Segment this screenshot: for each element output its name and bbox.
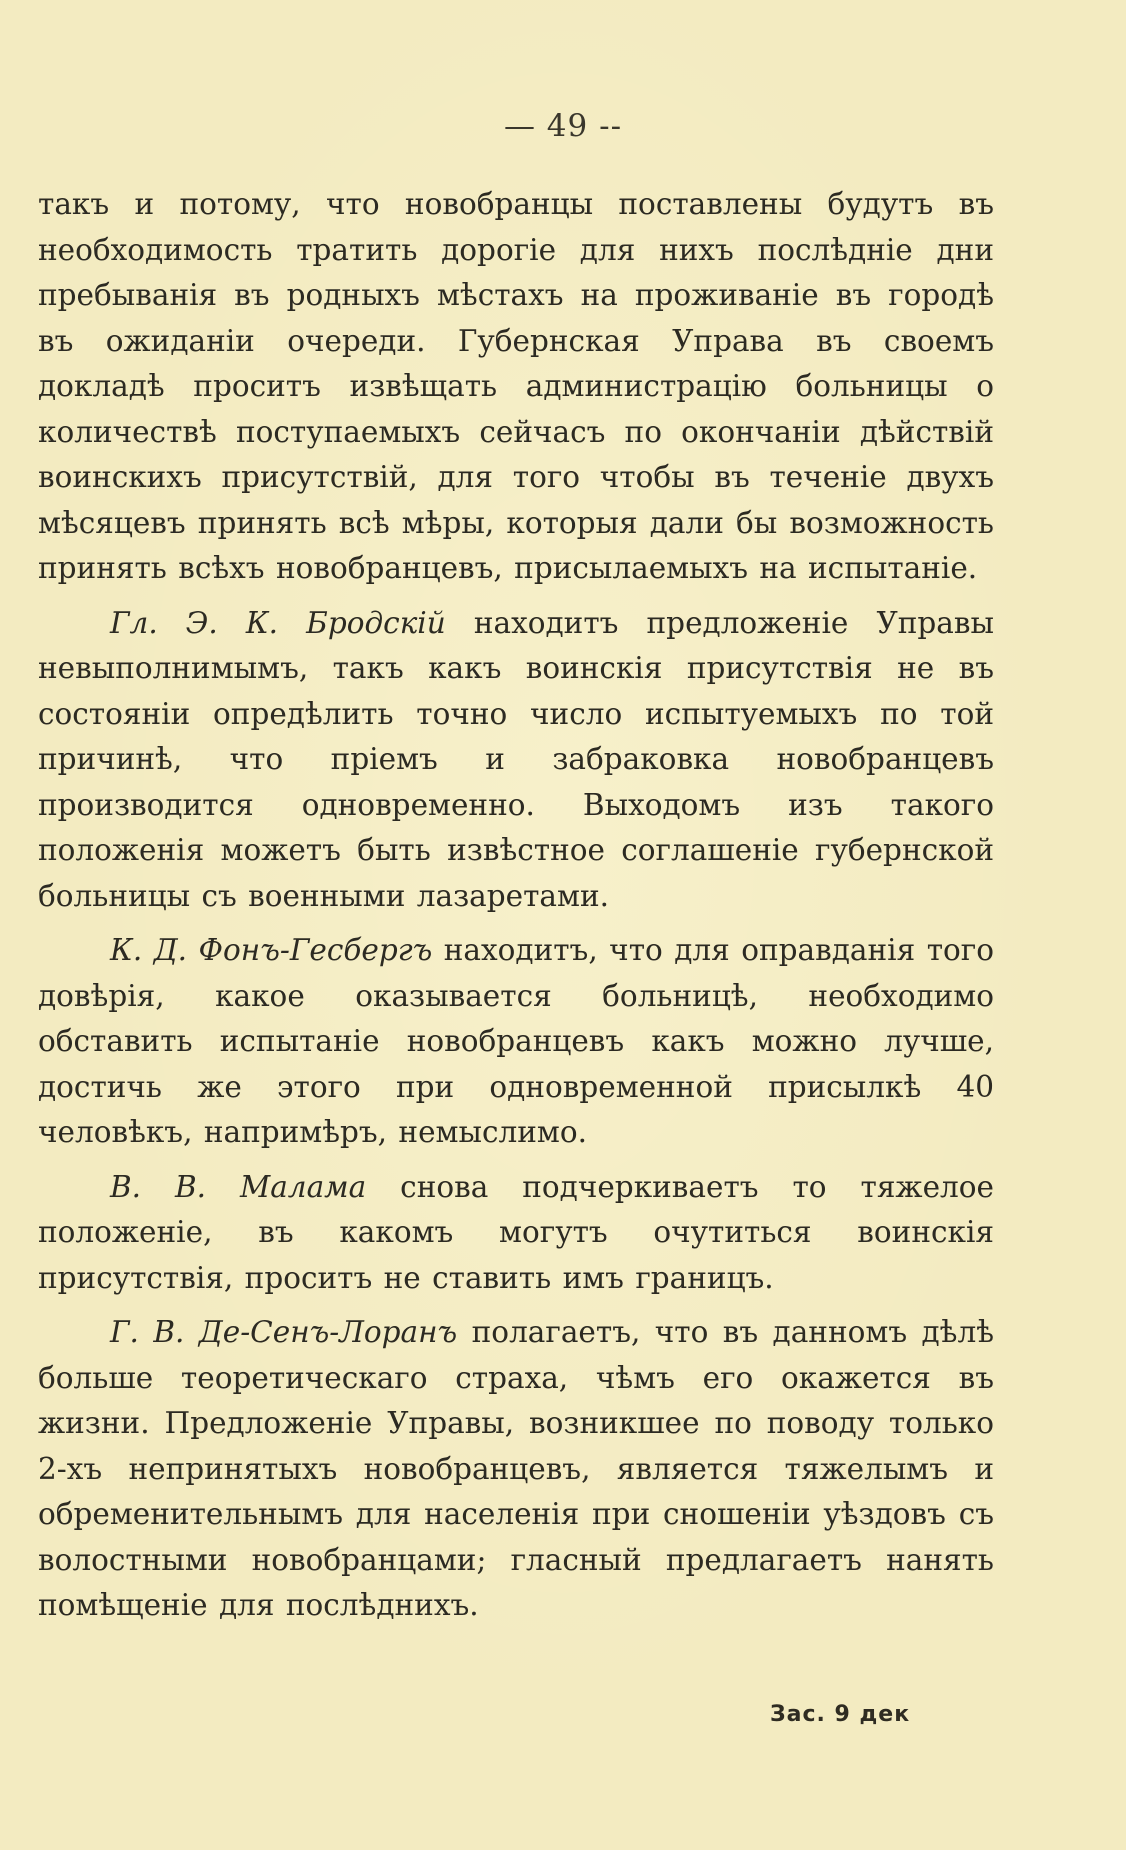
footer-signature: Зас. 9 дек [770, 1702, 911, 1727]
speaker-name: Гл. Э. К. Бродскій [110, 605, 446, 640]
paragraph-text: снова подчеркиваетъ то тяжелое положеніе, въ какомъ могутъ очутиться воинскія присутствія, проситъ не ставить имъ границъ. [38, 1169, 994, 1295]
paragraph-de-sen-loran [38, 1310, 994, 1629]
speaker-name: Г. В. Де-Сенъ-Лоранъ [110, 1315, 458, 1349]
text-body [38, 182, 994, 1638]
paragraph-gesberg [38, 928, 994, 1156]
speaker-name: В. В. Малама [110, 1169, 367, 1204]
paragraph-malama [38, 1165, 994, 1302]
paragraph-text: такъ и потому, что новобранцы поставлены будутъ въ необходимость тратить дорогіе для нихъ послѣдніе дни пребыванія въ родныхъ мѣстахъ на проживаніе въ городѣ въ ожиданіи очереди. Губернская Управа въ своемъ докладѣ проситъ извѣщать администрацію больницы о количествѣ поступаемыхъ сейчасъ по окончаніи дѣйствій воинскихъ присутствій, для того чтобы въ теченіе двухъ мѣсяцевъ принять всѣ мѣры, которыя дали бы возможность принять всѣхъ новобранцевъ, присылаемыхъ на испытаніе. [38, 187, 994, 585]
paragraph-brodsky [38, 601, 994, 920]
paragraph-continuation [38, 182, 994, 592]
paragraph-text: находитъ, что для оправданія того довѣрія, какое оказывается больницѣ, необходимо обставить испытаніе новобранцевъ какъ можно лучше, достичь же этого при одновременной присылкѣ 40 человѣкъ, напримѣръ, немыслимо. [38, 933, 994, 1149]
paragraph-text: полагаетъ, что въ данномъ дѣлѣ больше теоретическаго страха, чѣмъ его окажется въ жизни. Предложеніе Управы, возникшее по поводу только 2-хъ непринятыхъ новобранцевъ, является тяжелымъ и обременительнымъ для населенія при сношеніи уѣздовъ съ волостными новобранцами; гласный предлагаетъ нанять помѣщеніе для послѣднихъ. [38, 1315, 994, 1622]
speaker-name: К. Д. Фонъ-Гесбергъ [110, 933, 433, 967]
paragraph-text: находитъ предложеніе Управы невыполнимымъ, такъ какъ воинскія присутствія не въ состояніи опредѣлить точно число испытуемыхъ по той причинѣ, что пріемъ и забраковка новобранцевъ производится одновременно. Выходомъ изъ такого положенія можетъ быть извѣстное соглашеніе губернской больницы съ военными лазаретами. [38, 605, 994, 913]
page-number: — 49 -- [503, 108, 623, 144]
